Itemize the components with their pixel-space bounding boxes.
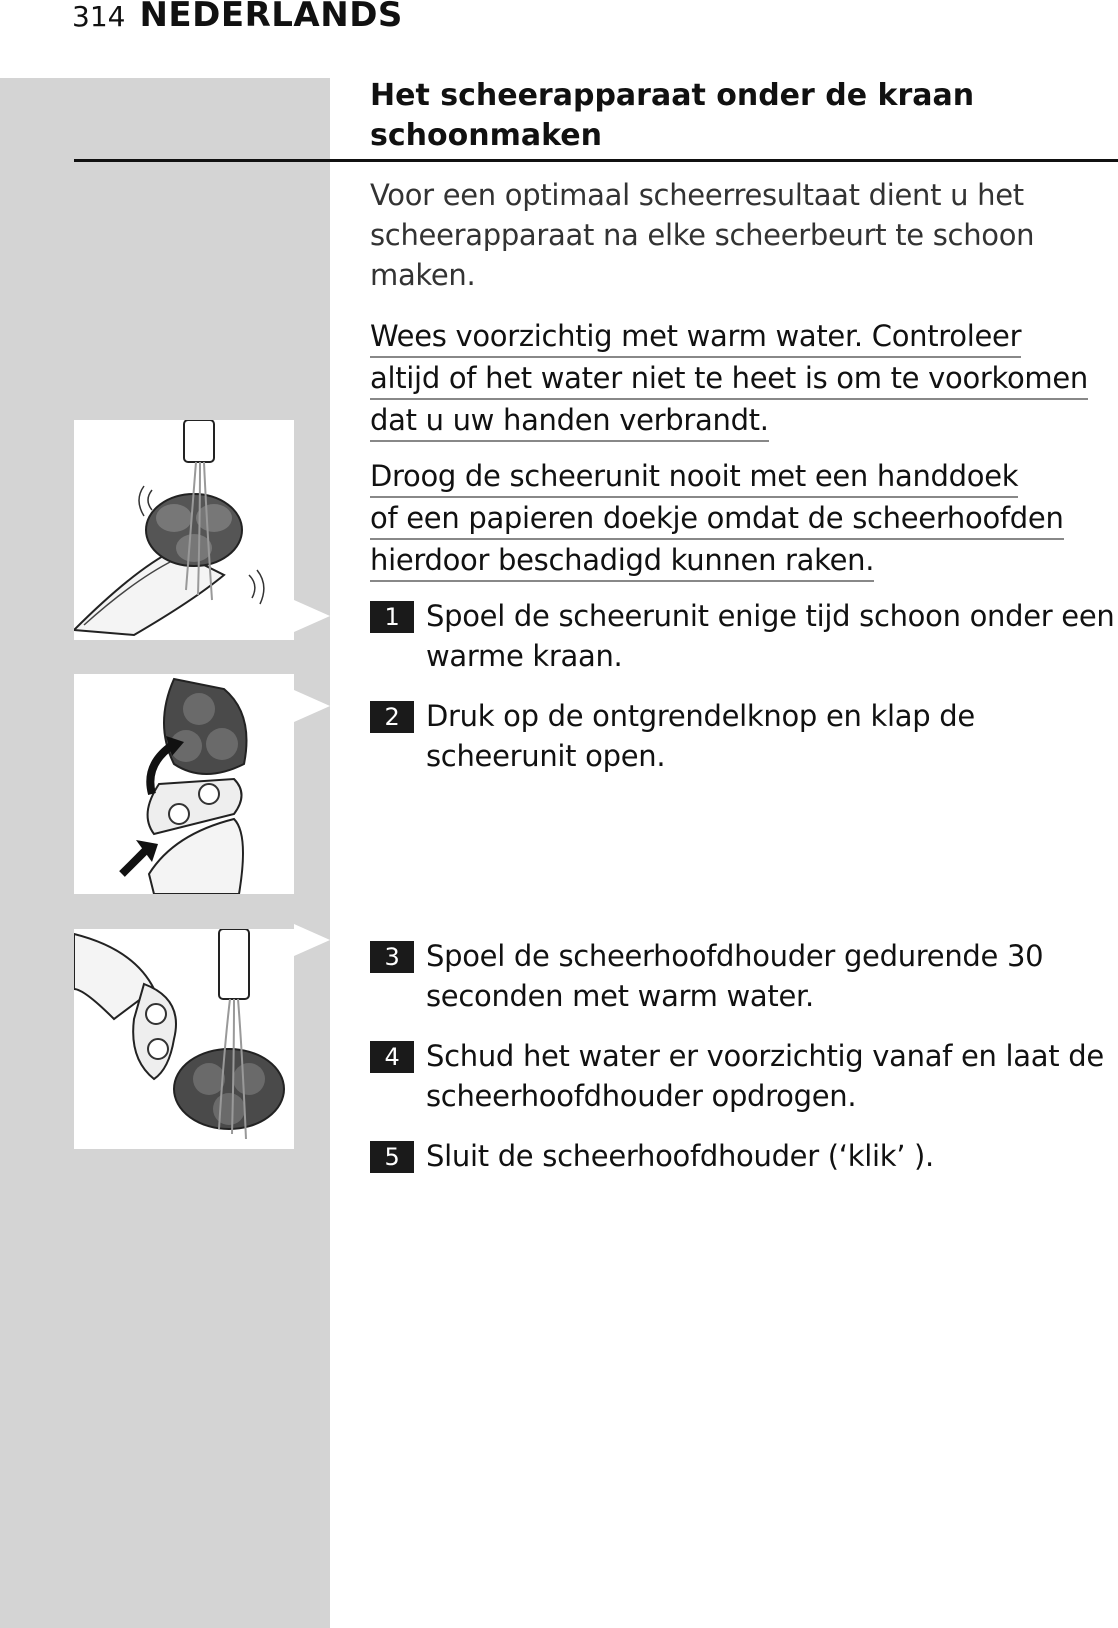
page-header: [72, 0, 403, 40]
step-number: 4: [370, 1041, 414, 1073]
illustration-open-shaving-unit: [74, 674, 294, 894]
warning-line: hierdoor beschadigd kunnen raken.: [370, 540, 874, 582]
step-number: 1: [370, 601, 414, 633]
illustration-rinse-holder: [74, 929, 294, 1149]
warning-line: Droog de scheerunit nooit met een handdoek: [370, 456, 1018, 498]
illustration-pointer: [294, 600, 330, 632]
step-5: [370, 1136, 1118, 1176]
step-text: Spoel de scheerhoofdhouder gedurende 30 seconden met warm water.: [426, 939, 1044, 1013]
warning-hot-water: [370, 316, 1118, 442]
step-1: [370, 596, 1118, 676]
illustration-rinse-under-tap: [74, 420, 294, 640]
step-number: 5: [370, 1141, 414, 1173]
step-text: Sluit de scheerhoofdhouder (‘klik’ ).: [426, 1139, 934, 1173]
step-number: 2: [370, 701, 414, 733]
illustration-pointer: [294, 924, 330, 956]
step-4: [370, 1036, 1118, 1116]
step-text: Schud het water er voorzichtig vanaf en laat de scheerhoofdhouder opdrogen.: [426, 1039, 1104, 1113]
warning-line: dat u uw handen verbrandt.: [370, 400, 769, 442]
warning-no-towel: [370, 456, 1118, 582]
section-label: NEDERLANDS: [139, 0, 403, 35]
step-text: Druk op de ontgrendelknop en klap de scheerunit open.: [426, 699, 975, 773]
step-text: Spoel de scheerunit enige tijd schoon onder een warme kraan.: [426, 599, 1115, 673]
step-2: [370, 696, 1118, 776]
warning-line: of een papieren doekje omdat de scheerhoofden: [370, 498, 1064, 540]
illustration-pointer: [294, 690, 330, 722]
section-title: Het scheerapparaat onder de kraan schoonmaken: [370, 78, 975, 153]
warning-line: altijd of het water niet te heet is om te voorkomen: [370, 358, 1088, 400]
intro-paragraph: Voor een optimaal scheerresultaat dient u het scheerapparaat na elke scheerbeurt te schoon maken.: [370, 178, 1035, 292]
warning-line: Wees voorzichtig met warm water. Controleer: [370, 316, 1021, 358]
step-number: 3: [370, 941, 414, 973]
title-rule: [74, 159, 1118, 162]
page-number: 314: [72, 0, 126, 33]
step-3: [370, 936, 1118, 1016]
